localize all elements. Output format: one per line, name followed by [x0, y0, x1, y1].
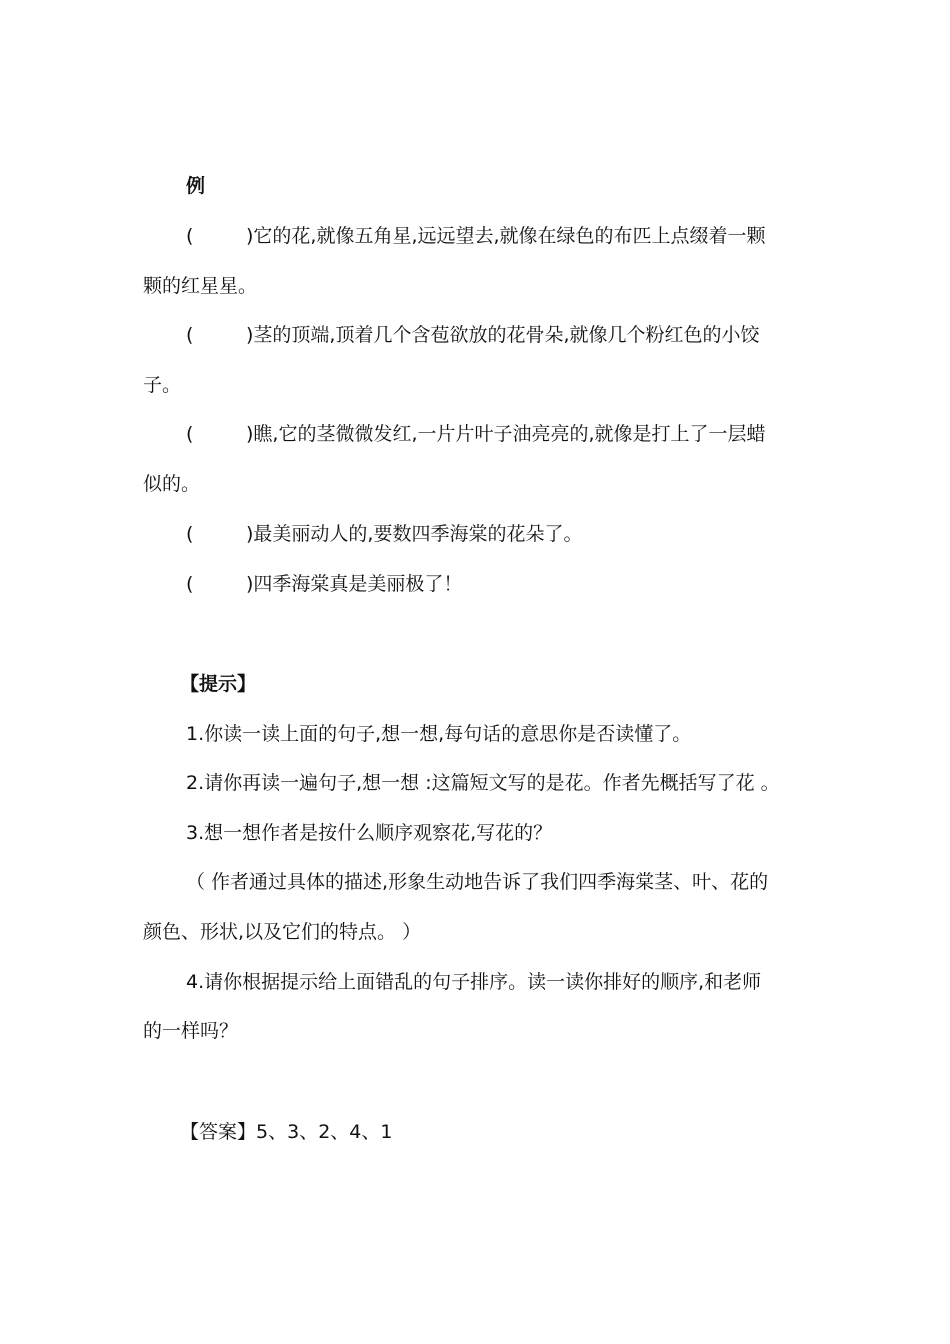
hint-2: 2.请你再读一遍句子,想一想 :这篇短文写的是花。作者先概括写了花 。	[186, 772, 780, 794]
sentence-text: )茎的顶端,顶着几个含苞欲放的花骨朵,就像几个粉红色的小饺	[246, 324, 760, 346]
hints-heading: 【提示】	[180, 673, 257, 695]
hint-4: 4.请你根据提示给上面错乱的句子排序。读一读你排好的顺序,和老师	[186, 971, 762, 993]
sentence-text: )四季海棠真是美丽极了！	[246, 573, 463, 595]
hint-3: 3.想一想作者是按什么顺序观察花,写花的？	[186, 822, 553, 844]
hint-1: 1.你读一读上面的句子,想一想,每句话的意思你是否读懂了。	[186, 723, 692, 745]
hint-4-continuation: 的一样吗？	[143, 1020, 239, 1042]
blank-open-paren: (	[186, 324, 194, 346]
answer-label: 【答案】	[180, 1121, 257, 1143]
example-heading: 例	[186, 175, 206, 197]
sentence-text: )瞧,它的茎微微发红,一片片叶子油亮亮的,就像是打上了一层蜡	[246, 423, 766, 445]
example-item-1-continuation: 颗的红星星。	[143, 275, 258, 297]
example-item-4	[186, 521, 826, 547]
hint-3-note-continuation: 颜色、形状,以及它们的特点。 ）	[143, 921, 422, 943]
hint-3-note: （ 作者通过具体的描述,形象生动地告诉了我们四季海棠茎、叶、花的	[186, 871, 769, 893]
blank-open-paren: (	[186, 423, 194, 445]
answer-value: 5、3、2、4、1	[256, 1121, 393, 1143]
example-item-1	[186, 223, 826, 249]
example-item-5	[186, 571, 826, 597]
example-item-3	[186, 421, 826, 447]
sentence-text: )它的花,就像五角星,远远望去,就像在绿色的布匹上点缀着一颗	[246, 225, 766, 247]
blank-open-paren: (	[186, 573, 194, 595]
example-item-2-continuation: 子。	[143, 374, 182, 396]
blank-open-paren: (	[186, 225, 194, 247]
blank-open-paren: (	[186, 523, 194, 545]
example-item-3-continuation: 似的。	[143, 473, 201, 495]
sentence-text: )最美丽动人的,要数四季海棠的花朵了。	[246, 523, 583, 545]
answer-line	[180, 1119, 392, 1145]
example-item-2	[186, 322, 826, 348]
